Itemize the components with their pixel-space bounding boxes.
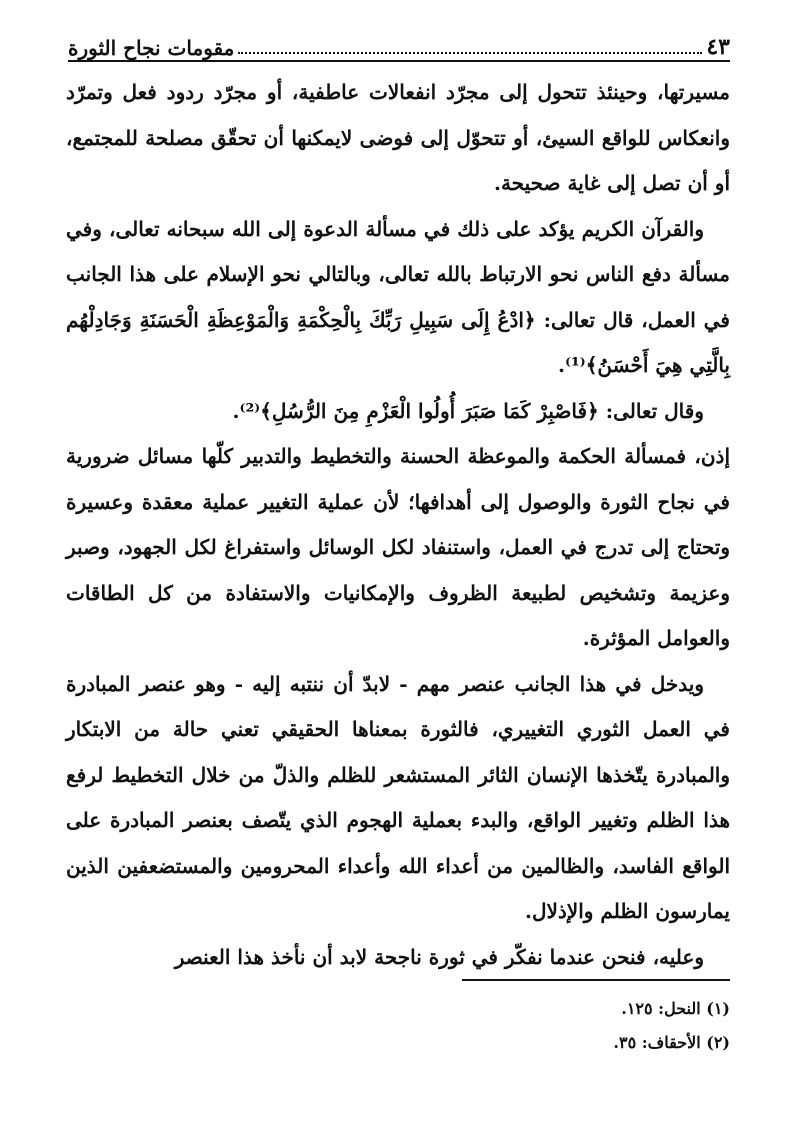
- footnote-1: (١) النحل: ١٢٥.: [621, 999, 730, 1018]
- footnotes: [400, 992, 730, 1060]
- paragraph-initiative: ويدخل في هذا الجانب عنصر مهم - لابدّ أن ننتبه إليه - وهو عنصر المبادرة في العمل الثوري التغييري، فالثورة بمعناها الحقيقي تعني حالة من الابتكار والمبادرة يتّخذها الإنسان الثائر المستشعر للظلم والذلّ من خلال التخطيط لرفع هذا الظلم وتغيير الواقع، والبدء بعملية الهجوم الذي يتّصف بعنصر المبادرة على الواقع الفاسد، والظالمين من أعداء الله وأعداء المحرومين والمستضعفين الذين يمارسون الظلم والإذلال.: [66, 671, 730, 923]
- paragraph-wisdom-planning: إذن، فمسألة الحكمة والموعظة الحسنة والتخطيط والتدبير كلّها مسائل ضرورية في نجاح الثورة والوصول إلى أهدافها؛ لأن عملية التغيير عملية معقدة وعسيرة وتحتاج إلى تدرج في العمل، واستنفاد لكل الوسائل واستفراغ لكل الجهود، وصبر وعزيمة وتشخيص لطبيعة الظروف والإمكانيات والاستفادة من كل الطاقات والعوامل المؤثرة.: [66, 444, 730, 650]
- paragraph-continuation: مسيرتها، وحينئذ تتحول إلى مجرّد انفعالات عاطفية، أو مجرّد ردود فعل وتمرّد وانعكاس للواقع السيئ، أو تتحوّل إلى فوضى لايمكنها أن تحقّق مصلحة للمجتمع، أو أن تصل إلى غاية صحيحة.: [66, 80, 730, 195]
- page-header: [68, 30, 730, 62]
- footnote-separator: [462, 979, 730, 981]
- body-text: [66, 70, 730, 980]
- footnote-2: (٢) الأحقاف: ٣٥.: [613, 1033, 730, 1052]
- page-number: ٤٣: [706, 34, 730, 60]
- paragraph-patience-verse: وقال تعالى: ﴿فَاصْبِرْ كَمَا صَبَرَ أُولُوا الْعَزْمِ مِنَ الرُّسُلِ﴾⁽²⁾.: [232, 398, 704, 423]
- paragraph-quran-emphasis: والقرآن الكريم يؤكد على ذلك في مسألة الدعوة إلى الله سبحانه تعالى، وفي مسألة دفع الناس نحو الارتباط بالله تعالى، وبالتالي نحو الإسلام على هذا الجانب في العمل، قال تعالى: ﴿ادْعُ إِلَى سَبِيلِ رَبِّكَ بِالْحِكْمَةِ وَالْمَوْعِظَةِ الْحَسَنَةِ وَجَادِلْهُم بِالَّتِي هِيَ أَحْسَنُ﴾⁽¹⁾.: [66, 216, 730, 377]
- header-dot-leader: [238, 52, 702, 54]
- running-title: مقومات نجاح الثورة: [68, 36, 235, 60]
- paragraph-conclusion: وعليه، فنحن عندما نفكّر في ثورة ناجحة لابد أن نأخذ هذا العنصر: [174, 944, 704, 969]
